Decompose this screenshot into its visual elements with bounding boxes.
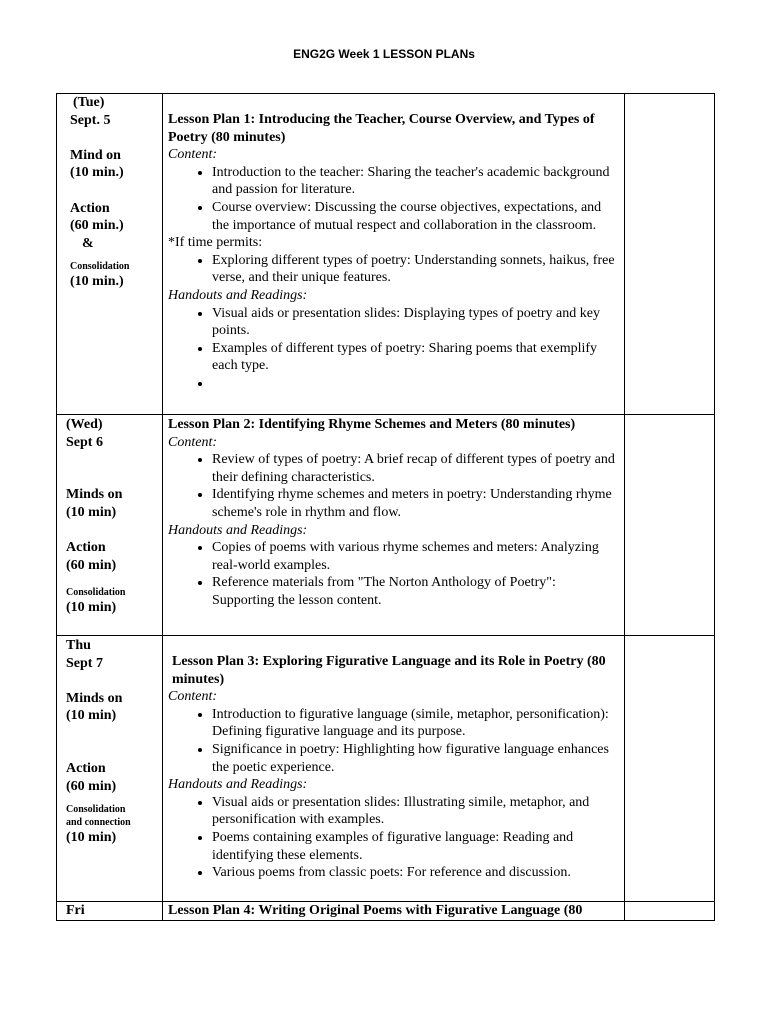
day-line: (Wed) — [66, 417, 103, 432]
content-list — [168, 451, 618, 521]
day-line: Sept 7 — [66, 655, 103, 671]
document-title: ENG2G Week 1 LESSON PLANs — [293, 47, 475, 61]
list-item — [212, 375, 618, 393]
list-item: • Various poems from classic poets: For reference and discussion. — [212, 864, 618, 882]
table-row — [57, 636, 715, 902]
list-item: • Introduction to figurative language (simile, metaphor, personification): Defining figurative language and its purpose. — [212, 706, 618, 741]
day-line: (10 min.) — [70, 274, 124, 290]
list-item: • Course overview: Discussing the course objectives, expectations, and the importance of mutual respect and collaboration in the classroom. — [212, 199, 618, 234]
day-cell — [57, 415, 163, 636]
day-line: Fri — [66, 903, 85, 918]
table-row — [57, 415, 715, 636]
day-line: (10 min) — [66, 504, 117, 520]
lesson-cell — [163, 415, 625, 636]
list-item: • Introduction to the teacher: Sharing the teacher's academic background and passion for literature. — [212, 164, 618, 199]
handouts-label: Handouts and Readings: — [168, 287, 308, 303]
content-label: Content: — [168, 689, 217, 705]
handouts-label: Handouts and Readings: — [168, 522, 308, 538]
lesson-cell — [163, 94, 625, 415]
day-line: Sept 6 — [66, 434, 103, 450]
handouts-list — [168, 794, 618, 882]
list-item: • Identifying rhyme schemes and meters in poetry: Understanding rhyme scheme's role in rhythm and flow. — [212, 486, 618, 521]
content-label: Content: — [168, 434, 217, 450]
day-cell — [57, 636, 163, 902]
day-line: Thu — [66, 638, 91, 653]
list-item: • Visual aids or presentation slides: Illustrating simile, metaphor, and personification with examples. — [212, 794, 618, 829]
consolidation-label-2: and connection — [66, 817, 131, 829]
list-item: • Exploring different types of poetry: Understanding sonnets, haikus, free verse, and their unique features. — [212, 252, 618, 287]
day-line: (60 min) — [66, 778, 117, 794]
day-line: Action — [70, 200, 110, 216]
lesson-title: Lesson Plan 1: Introducing the Teacher, Course Overview, and Types of Poetry (80 minutes) — [168, 112, 595, 145]
day-line: (60 min) — [66, 557, 117, 573]
lesson-title: Lesson Plan 2: Identifying Rhyme Schemes and Meters (80 minutes) — [168, 417, 576, 432]
list-item: • Copies of poems with various rhyme schemes and meters: Analyzing real-world examples. — [212, 539, 618, 574]
consolidation-label: Consolidation — [70, 261, 130, 273]
day-cell — [57, 94, 163, 415]
lesson-title: Lesson Plan 4: Writing Original Poems with Figurative Language (80 — [168, 903, 583, 918]
day-line: Action — [66, 761, 106, 777]
notes-cell — [625, 415, 715, 636]
lesson-cell — [163, 636, 625, 902]
note-list — [168, 252, 618, 287]
content-label: Content: — [168, 147, 217, 163]
list-item: • Poems containing examples of figurative language: Reading and identifying these elements. — [212, 829, 618, 864]
day-cell — [57, 902, 163, 921]
notes-cell — [625, 636, 715, 902]
day-line: Sept. 5 — [70, 112, 111, 128]
notes-cell — [625, 902, 715, 921]
day-line: (10 min.) — [70, 165, 124, 181]
day-line: (10 min) — [66, 708, 117, 724]
day-line: & — [82, 235, 94, 251]
day-line: Minds on — [66, 690, 123, 706]
lesson-plan-table — [56, 93, 715, 921]
list-item: • Significance in poetry: Highlighting how figurative language enhances the poetic experience. — [212, 741, 618, 776]
consolidation-label: Consolidation — [66, 804, 126, 816]
consolidation-label: Consolidation — [66, 587, 126, 599]
day-line: Minds on — [66, 487, 123, 503]
day-line: (Tue) — [73, 95, 105, 110]
day-line: (10 min) — [66, 830, 117, 846]
list-item: • Visual aids or presentation slides: Displaying types of poetry and key points. — [212, 305, 618, 340]
list-item: • Reference materials from "The Norton Anthology of Poetry": Supporting the lesson content. — [212, 574, 618, 609]
list-item: • Review of types of poetry: A brief recap of different types of poetry and their defining characteristics. — [212, 451, 618, 486]
list-item: • Examples of different types of poetry: Sharing poems that exemplify each type. — [212, 340, 618, 375]
day-line: (10 min) — [66, 600, 117, 616]
handouts-list — [168, 305, 618, 393]
day-line: Action — [66, 540, 106, 556]
content-list — [168, 164, 618, 234]
content-list — [168, 706, 618, 776]
notes-cell — [625, 94, 715, 415]
day-line: (60 min.) — [70, 218, 124, 234]
handouts-list — [168, 539, 618, 609]
handouts-label: Handouts and Readings: — [168, 777, 308, 793]
table-row — [57, 902, 715, 921]
table-row — [57, 94, 715, 415]
lesson-title: Lesson Plan 3: Exploring Figurative Language and its Role in Poetry (80 minutes) — [172, 654, 606, 687]
lesson-cell — [163, 902, 625, 921]
note-text: *If time permits: — [168, 235, 263, 251]
day-line: Mind on — [70, 147, 121, 163]
